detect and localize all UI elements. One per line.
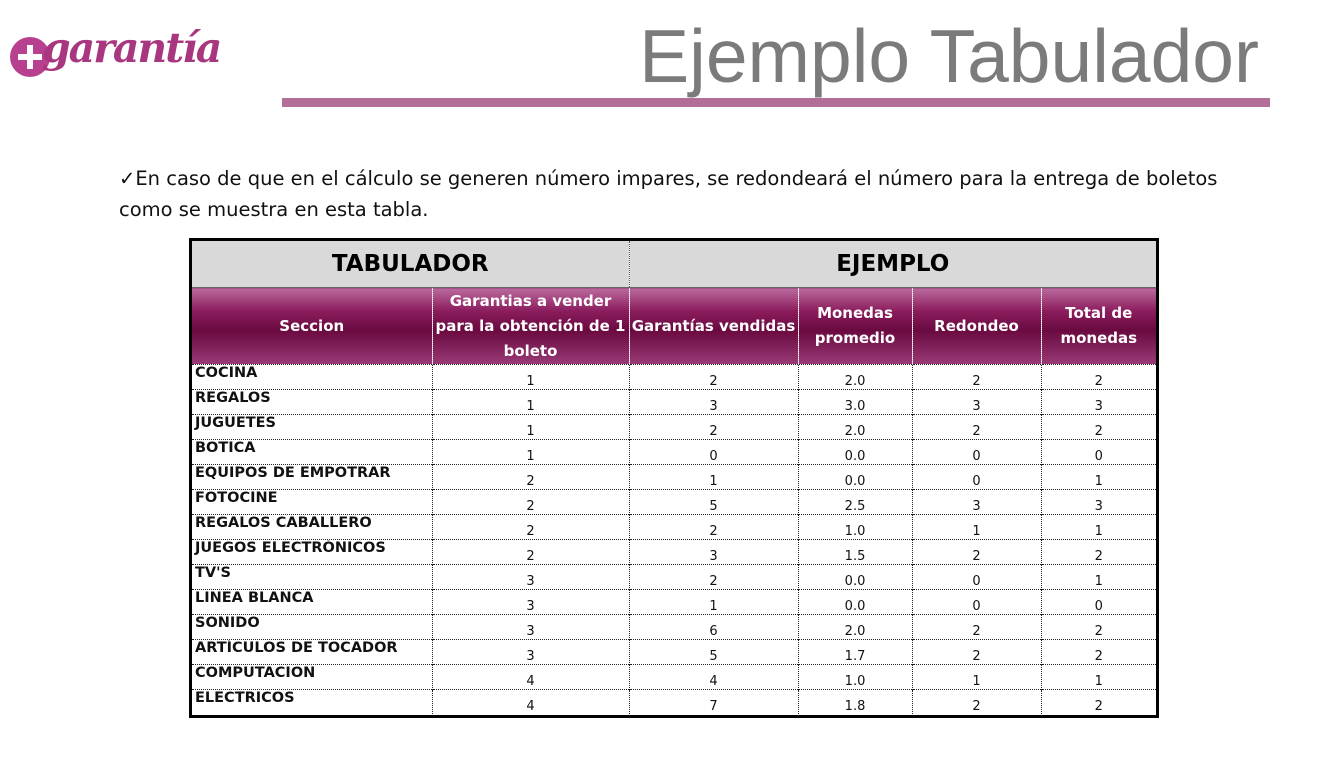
cell-garantias-vendidas: 1 [629, 590, 798, 615]
table-row [192, 640, 1156, 665]
cell-garantias-boleto: 4 [432, 665, 629, 690]
cell-seccion: JUEGOS ELECTRÓNICOS [192, 540, 432, 565]
table-row [192, 515, 1156, 540]
cell-redondeo: 0 [912, 565, 1041, 590]
cell-garantias-vendidas: 2 [629, 565, 798, 590]
cell-monedas-promedio: 1.5 [798, 540, 912, 565]
cell-seccion: LINEA BLANCA [192, 590, 432, 615]
table-row [192, 540, 1156, 565]
cell-redondeo: 2 [912, 690, 1041, 715]
cell-monedas-promedio: 1.0 [798, 515, 912, 540]
check-icon: ✓ [119, 167, 136, 190]
cell-garantias-vendidas: 7 [629, 690, 798, 715]
cell-total-monedas: 1 [1041, 565, 1156, 590]
cell-total-monedas: 1 [1041, 465, 1156, 490]
cell-seccion: TV'S [192, 565, 432, 590]
cell-garantias-vendidas: 5 [629, 640, 798, 665]
cell-garantias-boleto: 3 [432, 615, 629, 640]
cell-redondeo: 2 [912, 640, 1041, 665]
cell-garantias-vendidas: 2 [629, 515, 798, 540]
cell-garantias-boleto: 3 [432, 565, 629, 590]
cell-monedas-promedio: 2.0 [798, 615, 912, 640]
table-row [192, 615, 1156, 640]
cell-redondeo: 0 [912, 465, 1041, 490]
page-title: Ejemplo Tabulador [639, 14, 1259, 98]
table-row [192, 465, 1156, 490]
table-row [192, 490, 1156, 515]
cell-total-monedas: 1 [1041, 515, 1156, 540]
cell-monedas-promedio: 1.8 [798, 690, 912, 715]
cell-redondeo: 2 [912, 365, 1041, 390]
column-header-garantias-vendidas: Garantías vendidas [629, 288, 798, 365]
group-header-ejemplo: EJEMPLO [629, 241, 1156, 288]
cell-total-monedas: 2 [1041, 415, 1156, 440]
column-header-total-monedas: Total de monedas [1041, 288, 1156, 365]
cell-monedas-promedio: 2.0 [798, 415, 912, 440]
cell-seccion: REGALOS [192, 390, 432, 415]
table-row [192, 590, 1156, 615]
table-row [192, 665, 1156, 690]
column-header-garantias-a-vender: Garantias a vender para la obtención de 1 boleto [432, 288, 629, 365]
cell-redondeo: 2 [912, 615, 1041, 640]
cell-garantias-vendidas: 4 [629, 665, 798, 690]
cell-redondeo: 0 [912, 440, 1041, 465]
cell-monedas-promedio: 2.0 [798, 365, 912, 390]
column-header-monedas-promedio: Monedas promedio [798, 288, 912, 365]
title-underline [282, 98, 1270, 107]
cell-seccion: REGALOS CABALLERO [192, 515, 432, 540]
cell-redondeo: 1 [912, 665, 1041, 690]
tabulador-table [189, 238, 1159, 718]
cell-total-monedas: 1 [1041, 665, 1156, 690]
cell-garantias-boleto: 1 [432, 390, 629, 415]
table-row [192, 690, 1156, 715]
cell-total-monedas: 2 [1041, 365, 1156, 390]
cell-total-monedas: 0 [1041, 440, 1156, 465]
cell-seccion: JUGUETES [192, 415, 432, 440]
cell-total-monedas: 2 [1041, 615, 1156, 640]
column-header-seccion: Seccion [192, 288, 432, 365]
cell-seccion: COMPUTACION [192, 665, 432, 690]
cell-seccion: EQUIPOS DE EMPOTRAR [192, 465, 432, 490]
cell-monedas-promedio: 0.0 [798, 440, 912, 465]
cell-garantias-boleto: 1 [432, 365, 629, 390]
cell-total-monedas: 3 [1041, 390, 1156, 415]
note-paragraph [119, 163, 1219, 225]
cell-garantias-vendidas: 3 [629, 540, 798, 565]
cell-redondeo: 3 [912, 390, 1041, 415]
table-row [192, 440, 1156, 465]
group-header-tabulador: TABULADOR [192, 241, 629, 288]
table-row [192, 415, 1156, 440]
cell-redondeo: 2 [912, 415, 1041, 440]
cell-monedas-promedio: 1.0 [798, 665, 912, 690]
cell-seccion: BOTICA [192, 440, 432, 465]
cell-garantias-boleto: 3 [432, 640, 629, 665]
column-header-redondeo: Redondeo [912, 288, 1041, 365]
cell-garantias-boleto: 2 [432, 465, 629, 490]
cell-redondeo: 0 [912, 590, 1041, 615]
cell-garantias-vendidas: 2 [629, 415, 798, 440]
cell-monedas-promedio: 3.0 [798, 390, 912, 415]
cell-garantias-vendidas: 6 [629, 615, 798, 640]
cell-monedas-promedio: 0.0 [798, 465, 912, 490]
cell-garantias-boleto: 2 [432, 515, 629, 540]
cell-garantias-boleto: 4 [432, 690, 629, 715]
cell-garantias-vendidas: 2 [629, 365, 798, 390]
cell-total-monedas: 0 [1041, 590, 1156, 615]
cell-garantias-vendidas: 3 [629, 390, 798, 415]
cell-seccion: FOTOCINE [192, 490, 432, 515]
cell-total-monedas: 2 [1041, 640, 1156, 665]
table-row [192, 365, 1156, 390]
cell-redondeo: 2 [912, 540, 1041, 565]
cell-garantias-boleto: 2 [432, 540, 629, 565]
table-row [192, 565, 1156, 590]
cell-monedas-promedio: 2.5 [798, 490, 912, 515]
cell-seccion: ARTÍCULOS DE TOCADOR [192, 640, 432, 665]
cell-monedas-promedio: 0.0 [798, 590, 912, 615]
cell-total-monedas: 2 [1041, 540, 1156, 565]
cell-garantias-vendidas: 1 [629, 465, 798, 490]
cell-total-monedas: 3 [1041, 490, 1156, 515]
cell-total-monedas: 2 [1041, 690, 1156, 715]
cell-monedas-promedio: 1.7 [798, 640, 912, 665]
cell-redondeo: 3 [912, 490, 1041, 515]
note-text: En caso de que en el cálculo se generen número impares, se redondeará el número para la entrega de boletos como se muestra en esta tabla. [119, 167, 1218, 221]
cell-seccion: SONIDO [192, 615, 432, 640]
logo-text: garantía [42, 24, 221, 72]
cell-garantias-vendidas: 5 [629, 490, 798, 515]
cell-garantias-boleto: 2 [432, 490, 629, 515]
cell-redondeo: 1 [912, 515, 1041, 540]
cell-seccion: ELECTRICOS [192, 690, 432, 715]
cell-garantias-boleto: 1 [432, 440, 629, 465]
cell-garantias-boleto: 3 [432, 590, 629, 615]
table-row [192, 390, 1156, 415]
cell-garantias-boleto: 1 [432, 415, 629, 440]
cell-monedas-promedio: 0.0 [798, 565, 912, 590]
cell-garantias-vendidas: 0 [629, 440, 798, 465]
cell-seccion: COCINA [192, 365, 432, 390]
brand-logo [10, 24, 221, 84]
